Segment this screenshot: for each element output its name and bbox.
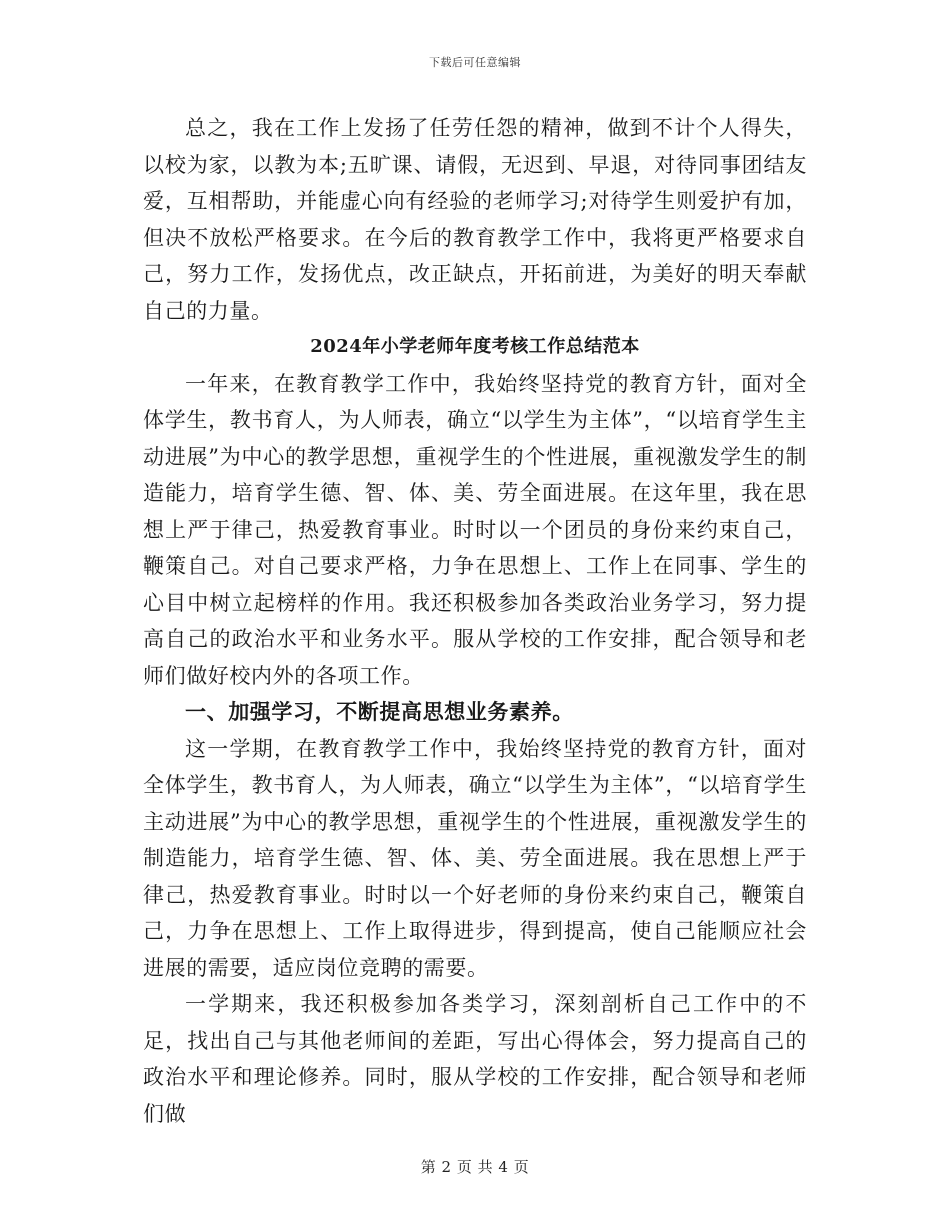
page-header-note: 下载后可任意编辑	[429, 56, 521, 69]
document-title: 2024年小学老师年度考核工作总结范本	[310, 336, 640, 357]
intro-paragraph: 总之，我在工作上发扬了任劳任怨的精神，做到不计个人得失，以校为家，以教为本;五旷课、请假，无迟到、早退，对待同事团结友爱，互相帮助，并能虚心向有经验的老师学习;对待学生则爱护有加，但决不放松严格要求。在今后的教育教学工作中，我将更严格要求自己，努力工作，发扬优点，改正缺点，开拓前进，为美好的明天奉献自己的力量。	[143, 116, 807, 323]
paragraph-1: 一年来，在教育教学工作中，我始终坚持党的教育方针，面对全体学生，教书育人，为人师表，确立“以学生为主体”，“以培育学生主动进展”为中心的教学思想，重视学生的个性进展，重视激发学生的制造能力，培育学生德、智、体、美、劳全面进展。在这年里，我在思想上严于律己，热爱教育事业。时时以一个团员的身份来约束自己，鞭策自己。对自己要求严格，力争在思想上、工作上在同事、学生的心目中树立起榜样的作用。我还积极参加各类政治业务学习，努力提高自己的政治水平和业务水平。服从学校的工作安排，配合领导和老师们做好校内外的各项工作。	[143, 371, 807, 688]
paragraph-2: 这一学期，在教育教学工作中，我始终坚持党的教育方针，面对全体学生，教书育人，为人师表，确立“以学生为主体”，“以培育学生主动进展”为中心的教学思想，重视学生的个性进展，重视激发学生的制造能力，培育学生德、智、体、美、劳全面进展。我在思想上严于律己，热爱教育事业。时时以一个好老师的身份来约束自己，鞭策自己，力争在思想上、工作上取得进步，得到提高，使自己能顺应社会进展的需要，适应岗位竞聘的需要。	[143, 736, 807, 980]
document-body	[143, 110, 807, 1132]
section-heading-1: 一、加强学习，不断提高思想业务素养。	[185, 699, 574, 724]
page-number-footer: 第 2 页 共 4 页	[420, 1158, 530, 1176]
paragraph-3: 一学期来，我还积极参加各类学习，深刻剖析自己工作中的不足，找出自己与其他老师间的差距，写出心得体会，努力提高自己的政治水平和理论修养。同时，服从学校的工作安排，配合领导和老师们做	[143, 992, 807, 1126]
